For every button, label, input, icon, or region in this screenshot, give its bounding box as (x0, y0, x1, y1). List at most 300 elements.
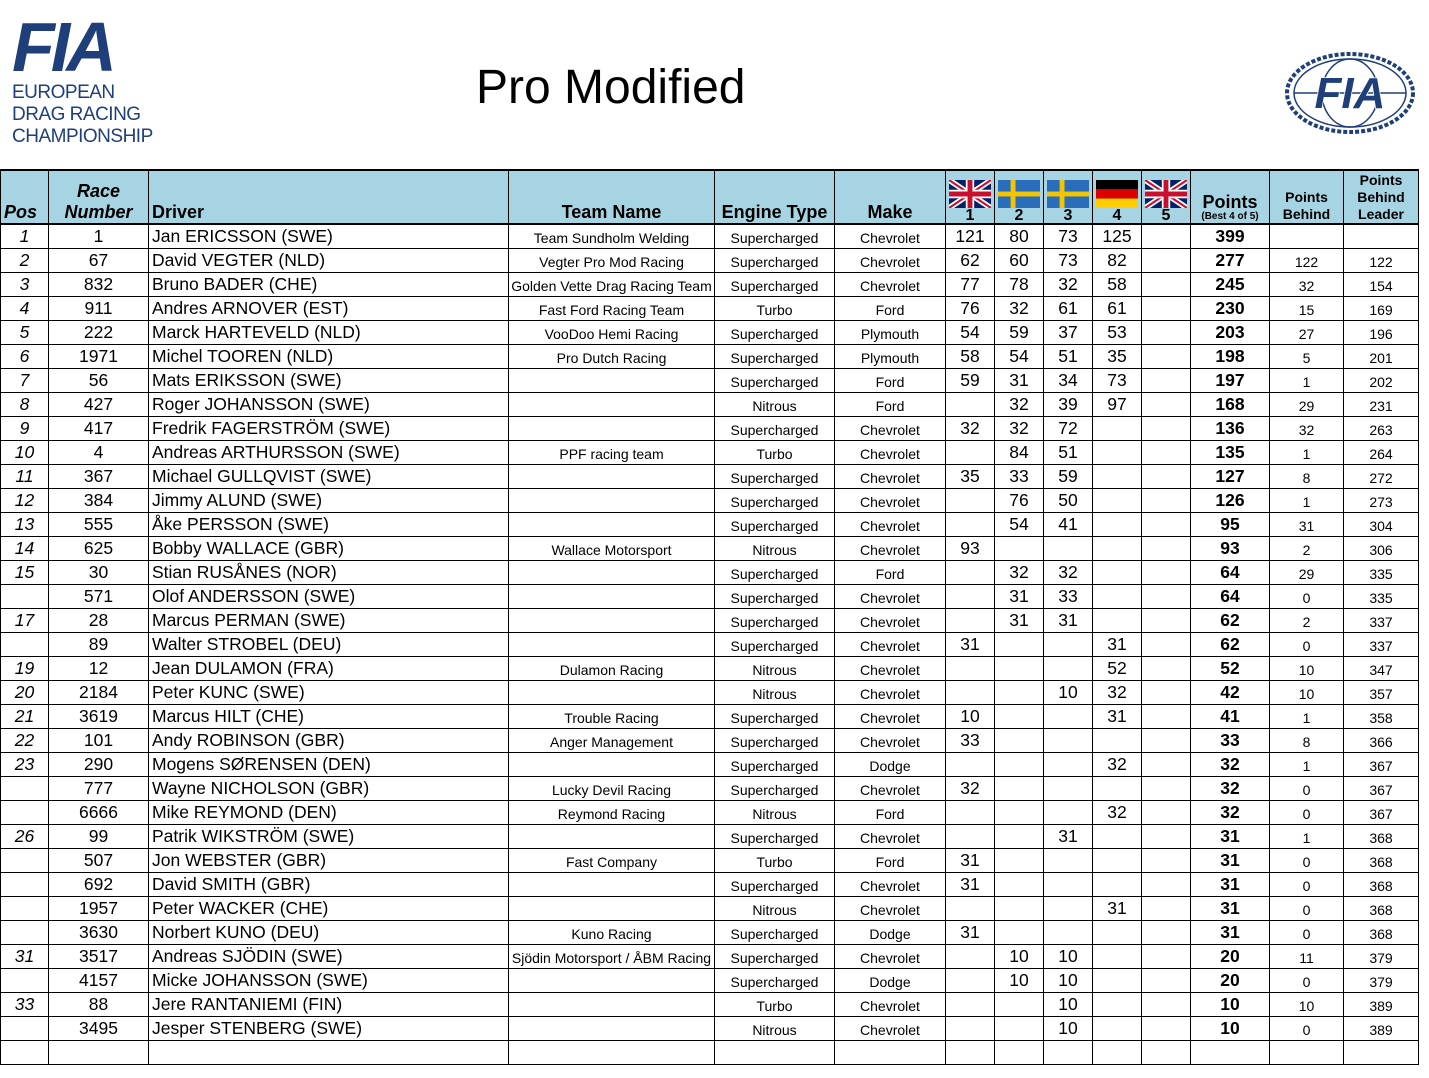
cell-engine-type: Supercharged (715, 825, 835, 849)
cell-make (835, 1041, 946, 1065)
cell-race-number: 384 (49, 489, 149, 513)
cell-make: Chevrolet (835, 945, 946, 969)
cell-round-2 (995, 801, 1044, 825)
cell-engine-type: Supercharged (715, 273, 835, 297)
cell-pos: 23 (1, 753, 49, 777)
cell-points-behind (1270, 1041, 1344, 1065)
cell-round-1 (946, 585, 995, 609)
cell-round-2 (995, 897, 1044, 921)
cell-round-1 (946, 1041, 995, 1065)
cell-points-behind: 8 (1270, 729, 1344, 753)
cell-make: Chevrolet (835, 273, 946, 297)
cell-make: Ford (835, 393, 946, 417)
cell-engine-type: Supercharged (715, 465, 835, 489)
cell-round-1 (946, 561, 995, 585)
cell-team-name (509, 753, 715, 777)
cell-engine-type: Supercharged (715, 921, 835, 945)
cell-round-2: 10 (995, 969, 1044, 993)
cell-round-4 (1093, 729, 1142, 753)
cell-points-behind-leader (1344, 1041, 1419, 1065)
cell-driver: Mike REYMOND (DEN) (149, 801, 509, 825)
cell-make: Chevrolet (835, 465, 946, 489)
cell-team-name (509, 873, 715, 897)
cell-round-5 (1142, 633, 1191, 657)
col-round-2 (995, 170, 1044, 224)
cell-round-3 (1044, 801, 1093, 825)
cell-team-name (509, 993, 715, 1017)
cell-make: Chevrolet (835, 681, 946, 705)
cell-round-2 (995, 753, 1044, 777)
cell-team-name (509, 609, 715, 633)
cell-pos: 19 (1, 657, 49, 681)
cell-round-4: 61 (1093, 297, 1142, 321)
cell-points-behind: 1 (1270, 825, 1344, 849)
cell-points: 93 (1191, 537, 1270, 561)
cell-make: Ford (835, 561, 946, 585)
table-row (1, 945, 1419, 969)
cell-round-4 (1093, 849, 1142, 873)
cell-engine-type: Supercharged (715, 873, 835, 897)
cell-race-number: 12 (49, 657, 149, 681)
cell-points-behind: 15 (1270, 297, 1344, 321)
cell-points-behind-leader: 366 (1344, 729, 1419, 753)
cell-team-name: Dulamon Racing (509, 657, 715, 681)
table-row (1, 369, 1419, 393)
cell-engine-type: Nitrous (715, 681, 835, 705)
cell-round-1 (946, 897, 995, 921)
cell-team-name: Anger Management (509, 729, 715, 753)
cell-round-4 (1093, 873, 1142, 897)
cell-round-1 (946, 657, 995, 681)
cell-round-2: 33 (995, 465, 1044, 489)
table-row (1, 897, 1419, 921)
cell-engine-type: Nitrous (715, 1017, 835, 1041)
cell-points: 32 (1191, 753, 1270, 777)
cell-pos (1, 873, 49, 897)
cell-round-4 (1093, 585, 1142, 609)
cell-race-number: 3517 (49, 945, 149, 969)
col-leader-line3: Leader (1358, 206, 1404, 222)
table-header (1, 170, 1419, 224)
cell-round-2: 31 (995, 369, 1044, 393)
cell-race-number: 777 (49, 777, 149, 801)
cell-make: Ford (835, 849, 946, 873)
cell-round-2: 31 (995, 609, 1044, 633)
cell-round-1 (946, 681, 995, 705)
cell-driver: Andres ARNOVER (EST) (149, 297, 509, 321)
cell-race-number: 28 (49, 609, 149, 633)
cell-round-1 (946, 993, 995, 1017)
cell-round-3: 34 (1044, 369, 1093, 393)
cell-driver: Jimmy ALUND (SWE) (149, 489, 509, 513)
cell-points-behind: 10 (1270, 681, 1344, 705)
cell-engine-type: Nitrous (715, 657, 835, 681)
cell-engine-type: Supercharged (715, 224, 835, 249)
cell-round-3: 50 (1044, 489, 1093, 513)
cell-points-behind: 0 (1270, 849, 1344, 873)
col-points-behind-leader (1344, 170, 1419, 224)
table-row (1, 417, 1419, 441)
cell-points-behind-leader: 368 (1344, 825, 1419, 849)
cell-race-number: 427 (49, 393, 149, 417)
cell-points-behind-leader: 379 (1344, 969, 1419, 993)
cell-round-5 (1142, 465, 1191, 489)
table-row (1, 1017, 1419, 1041)
cell-round-5 (1142, 441, 1191, 465)
cell-round-4: 31 (1093, 897, 1142, 921)
cell-round-1: 31 (946, 849, 995, 873)
cell-driver: Peter KUNC (SWE) (149, 681, 509, 705)
cell-points-behind: 0 (1270, 633, 1344, 657)
cell-round-5 (1142, 921, 1191, 945)
cell-round-2 (995, 1041, 1044, 1065)
gbr-flag-icon (949, 180, 991, 208)
cell-make: Dodge (835, 969, 946, 993)
cell-round-5 (1142, 705, 1191, 729)
cell-driver: Andy ROBINSON (GBR) (149, 729, 509, 753)
swe-flag-icon (1047, 180, 1089, 208)
cell-points-behind: 1 (1270, 489, 1344, 513)
cell-points-behind: 31 (1270, 513, 1344, 537)
cell-points: 64 (1191, 585, 1270, 609)
cell-driver: David SMITH (GBR) (149, 873, 509, 897)
cell-points: 52 (1191, 657, 1270, 681)
cell-round-5 (1142, 849, 1191, 873)
col-leader-line1: Points (1359, 172, 1403, 188)
cell-round-1: 31 (946, 921, 995, 945)
cell-make: Ford (835, 801, 946, 825)
cell-make: Ford (835, 369, 946, 393)
cell-pos: 33 (1, 993, 49, 1017)
cell-points-behind: 5 (1270, 345, 1344, 369)
cell-make: Chevrolet (835, 993, 946, 1017)
cell-round-3 (1044, 897, 1093, 921)
cell-round-2 (995, 537, 1044, 561)
cell-pos: 22 (1, 729, 49, 753)
cell-points-behind-leader: 379 (1344, 945, 1419, 969)
cell-round-4: 58 (1093, 273, 1142, 297)
cell-round-5 (1142, 513, 1191, 537)
cell-team-name (509, 825, 715, 849)
cell-round-2 (995, 729, 1044, 753)
cell-team-name (509, 393, 715, 417)
cell-points-behind-leader: 367 (1344, 753, 1419, 777)
cell-points-behind: 0 (1270, 1017, 1344, 1041)
cell-points: 20 (1191, 945, 1270, 969)
cell-points-behind: 10 (1270, 993, 1344, 1017)
cell-round-3: 41 (1044, 513, 1093, 537)
cell-round-3 (1044, 921, 1093, 945)
cell-round-5 (1142, 969, 1191, 993)
table-row (1, 537, 1419, 561)
cell-pos (1, 585, 49, 609)
cell-points: 32 (1191, 801, 1270, 825)
cell-round-2: 59 (995, 321, 1044, 345)
cell-points-behind: 10 (1270, 657, 1344, 681)
cell-team-name (509, 489, 715, 513)
page-title: Pro Modified (476, 61, 746, 114)
cell-points: 62 (1191, 609, 1270, 633)
cell-round-2 (995, 1017, 1044, 1041)
cell-race-number: 555 (49, 513, 149, 537)
col-team-name: Team Name (509, 170, 715, 224)
col-points (1191, 170, 1270, 224)
cell-round-2: 31 (995, 585, 1044, 609)
cell-team-name (509, 633, 715, 657)
cell-pos (1, 921, 49, 945)
cell-points: 203 (1191, 321, 1270, 345)
cell-round-4: 31 (1093, 705, 1142, 729)
cell-race-number: 3630 (49, 921, 149, 945)
cell-driver: Bruno BADER (CHE) (149, 273, 509, 297)
cell-round-4 (1093, 1041, 1142, 1065)
cell-round-1 (946, 513, 995, 537)
col-round-1 (946, 170, 995, 224)
cell-make: Chevrolet (835, 1017, 946, 1041)
cell-round-2: 54 (995, 345, 1044, 369)
cell-round-1 (946, 825, 995, 849)
cell-driver: Stian RUSÅNES (NOR) (149, 561, 509, 585)
cell-race-number: 4 (49, 441, 149, 465)
cell-pos (1, 1017, 49, 1041)
cell-pos (1, 849, 49, 873)
cell-round-2: 84 (995, 441, 1044, 465)
cell-make: Plymouth (835, 321, 946, 345)
round-5-number: 5 (1161, 207, 1171, 224)
cell-driver: Michel TOOREN (NLD) (149, 345, 509, 369)
cell-round-4: 73 (1093, 369, 1142, 393)
cell-round-5 (1142, 345, 1191, 369)
cell-round-5 (1142, 657, 1191, 681)
cell-round-5 (1142, 1017, 1191, 1041)
cell-team-name: Vegter Pro Mod Racing (509, 249, 715, 273)
cell-round-3: 32 (1044, 561, 1093, 585)
cell-points-behind-leader: 335 (1344, 561, 1419, 585)
table-row (1, 585, 1419, 609)
cell-points: 197 (1191, 369, 1270, 393)
cell-driver: Peter WACKER (CHE) (149, 897, 509, 921)
cell-race-number: 3619 (49, 705, 149, 729)
cell-team-name: PPF racing team (509, 441, 715, 465)
cell-driver: Mats ERIKSSON (SWE) (149, 369, 509, 393)
cell-points: 31 (1191, 897, 1270, 921)
cell-round-2 (995, 705, 1044, 729)
cell-round-3 (1044, 873, 1093, 897)
cell-round-5 (1142, 369, 1191, 393)
cell-round-4 (1093, 489, 1142, 513)
col-round-5 (1142, 170, 1191, 224)
cell-make: Ford (835, 297, 946, 321)
col-leader-line2: Behind (1357, 189, 1405, 205)
cell-round-3 (1044, 1041, 1093, 1065)
cell-points-behind-leader: 337 (1344, 633, 1419, 657)
cell-make: Chevrolet (835, 513, 946, 537)
cell-points-behind-leader: 264 (1344, 441, 1419, 465)
cell-round-3: 10 (1044, 681, 1093, 705)
cell-round-3: 51 (1044, 441, 1093, 465)
cell-round-5 (1142, 873, 1191, 897)
cell-team-name (509, 513, 715, 537)
cell-race-number: 56 (49, 369, 149, 393)
cell-driver: Marcus PERMAN (SWE) (149, 609, 509, 633)
cell-round-5 (1142, 537, 1191, 561)
table-row (1, 561, 1419, 585)
cell-engine-type: Supercharged (715, 753, 835, 777)
cell-make: Chevrolet (835, 441, 946, 465)
col-pos: Pos (1, 170, 49, 224)
cell-round-4 (1093, 609, 1142, 633)
cell-points-behind: 0 (1270, 969, 1344, 993)
cell-round-5 (1142, 297, 1191, 321)
cell-points-behind-leader: 196 (1344, 321, 1419, 345)
cell-points-behind-leader: 367 (1344, 801, 1419, 825)
cell-engine-type: Supercharged (715, 969, 835, 993)
cell-round-4 (1093, 969, 1142, 993)
col-race-number (49, 170, 149, 224)
cell-round-1 (946, 1017, 995, 1041)
cell-engine-type: Supercharged (715, 729, 835, 753)
cell-make: Chevrolet (835, 489, 946, 513)
table-row (1, 1041, 1419, 1065)
table-row (1, 969, 1419, 993)
cell-points-behind-leader: 263 (1344, 417, 1419, 441)
cell-round-2: 80 (995, 224, 1044, 249)
cell-driver: Jean DULAMON (FRA) (149, 657, 509, 681)
cell-points-behind-leader: 201 (1344, 345, 1419, 369)
cell-team-name (509, 897, 715, 921)
cell-round-2 (995, 921, 1044, 945)
cell-round-5 (1142, 897, 1191, 921)
cell-points-behind-leader: 358 (1344, 705, 1419, 729)
cell-round-1: 32 (946, 417, 995, 441)
cell-round-5 (1142, 945, 1191, 969)
cell-round-5 (1142, 1041, 1191, 1065)
cell-points: 32 (1191, 777, 1270, 801)
cell-round-2: 76 (995, 489, 1044, 513)
cell-driver: Jesper STENBERG (SWE) (149, 1017, 509, 1041)
cell-round-1: 58 (946, 345, 995, 369)
cell-round-3: 51 (1044, 345, 1093, 369)
cell-round-1: 121 (946, 224, 995, 249)
round-2-number: 2 (1014, 207, 1024, 224)
cell-race-number: 101 (49, 729, 149, 753)
cell-race-number: 222 (49, 321, 149, 345)
cell-round-4: 35 (1093, 345, 1142, 369)
cell-points: 95 (1191, 513, 1270, 537)
table-row (1, 921, 1419, 945)
cell-points-behind: 0 (1270, 897, 1344, 921)
cell-make: Chevrolet (835, 224, 946, 249)
cell-round-4: 32 (1093, 753, 1142, 777)
cell-pos: 17 (1, 609, 49, 633)
cell-round-1: 62 (946, 249, 995, 273)
cell-team-name: Reymond Racing (509, 801, 715, 825)
table-row (1, 273, 1419, 297)
cell-pos: 8 (1, 393, 49, 417)
cell-race-number: 89 (49, 633, 149, 657)
cell-make: Dodge (835, 753, 946, 777)
cell-race-number: 1 (49, 224, 149, 249)
cell-race-number: 2184 (49, 681, 149, 705)
cell-round-1 (946, 489, 995, 513)
cell-round-5 (1142, 993, 1191, 1017)
cell-points: 33 (1191, 729, 1270, 753)
cell-round-2 (995, 825, 1044, 849)
cell-round-2: 32 (995, 561, 1044, 585)
cell-race-number: 625 (49, 537, 149, 561)
cell-round-5 (1142, 321, 1191, 345)
cell-team-name (509, 585, 715, 609)
cell-round-2 (995, 993, 1044, 1017)
cell-driver: Olof ANDERSSON (SWE) (149, 585, 509, 609)
cell-round-3: 31 (1044, 609, 1093, 633)
table-row (1, 489, 1419, 513)
table-row (1, 224, 1419, 249)
cell-pos: 21 (1, 705, 49, 729)
col-points-note: (Best 4 of 5) (1201, 211, 1259, 222)
cell-make: Chevrolet (835, 777, 946, 801)
cell-pos: 15 (1, 561, 49, 585)
cell-points: 41 (1191, 705, 1270, 729)
cell-round-2: 32 (995, 393, 1044, 417)
deu-flag-icon (1096, 180, 1138, 208)
cell-engine-type: Turbo (715, 993, 835, 1017)
cell-engine-type: Nitrous (715, 897, 835, 921)
cell-points-behind: 29 (1270, 561, 1344, 585)
cell-driver: Micke JOHANSSON (SWE) (149, 969, 509, 993)
cell-round-3 (1044, 729, 1093, 753)
table-row (1, 609, 1419, 633)
cell-points-behind-leader: 357 (1344, 681, 1419, 705)
cell-make: Chevrolet (835, 729, 946, 753)
cell-points-behind: 0 (1270, 777, 1344, 801)
table-row (1, 393, 1419, 417)
cell-pos (1, 1041, 49, 1065)
fia-european-drag-racing-logo (10, 8, 160, 152)
cell-pos: 6 (1, 345, 49, 369)
cell-points-behind-leader: 304 (1344, 513, 1419, 537)
cell-points-behind (1270, 224, 1344, 249)
logo-line-2: DRAG RACING (12, 104, 141, 125)
cell-round-1: 76 (946, 297, 995, 321)
cell-round-4: 31 (1093, 633, 1142, 657)
cell-engine-type: Supercharged (715, 705, 835, 729)
cell-points: 31 (1191, 849, 1270, 873)
cell-round-3 (1044, 633, 1093, 657)
gbr-flag-icon (1145, 180, 1187, 208)
cell-points-behind-leader (1344, 224, 1419, 249)
cell-engine-type: Supercharged (715, 417, 835, 441)
table-row (1, 825, 1419, 849)
cell-round-4 (1093, 1017, 1142, 1041)
cell-points-behind: 2 (1270, 609, 1344, 633)
cell-engine-type: Turbo (715, 849, 835, 873)
cell-points-behind-leader: 368 (1344, 849, 1419, 873)
cell-round-2: 78 (995, 273, 1044, 297)
cell-team-name (509, 681, 715, 705)
cell-points-behind-leader: 273 (1344, 489, 1419, 513)
logo-line-3: CHAMPIONSHIP (12, 126, 153, 147)
cell-pos: 9 (1, 417, 49, 441)
cell-race-number: 99 (49, 825, 149, 849)
cell-points-behind: 122 (1270, 249, 1344, 273)
cell-points-behind: 32 (1270, 417, 1344, 441)
standings-table (0, 169, 1419, 1065)
cell-round-4 (1093, 993, 1142, 1017)
cell-round-3: 31 (1044, 825, 1093, 849)
cell-round-2 (995, 873, 1044, 897)
round-3-number: 3 (1063, 207, 1073, 224)
